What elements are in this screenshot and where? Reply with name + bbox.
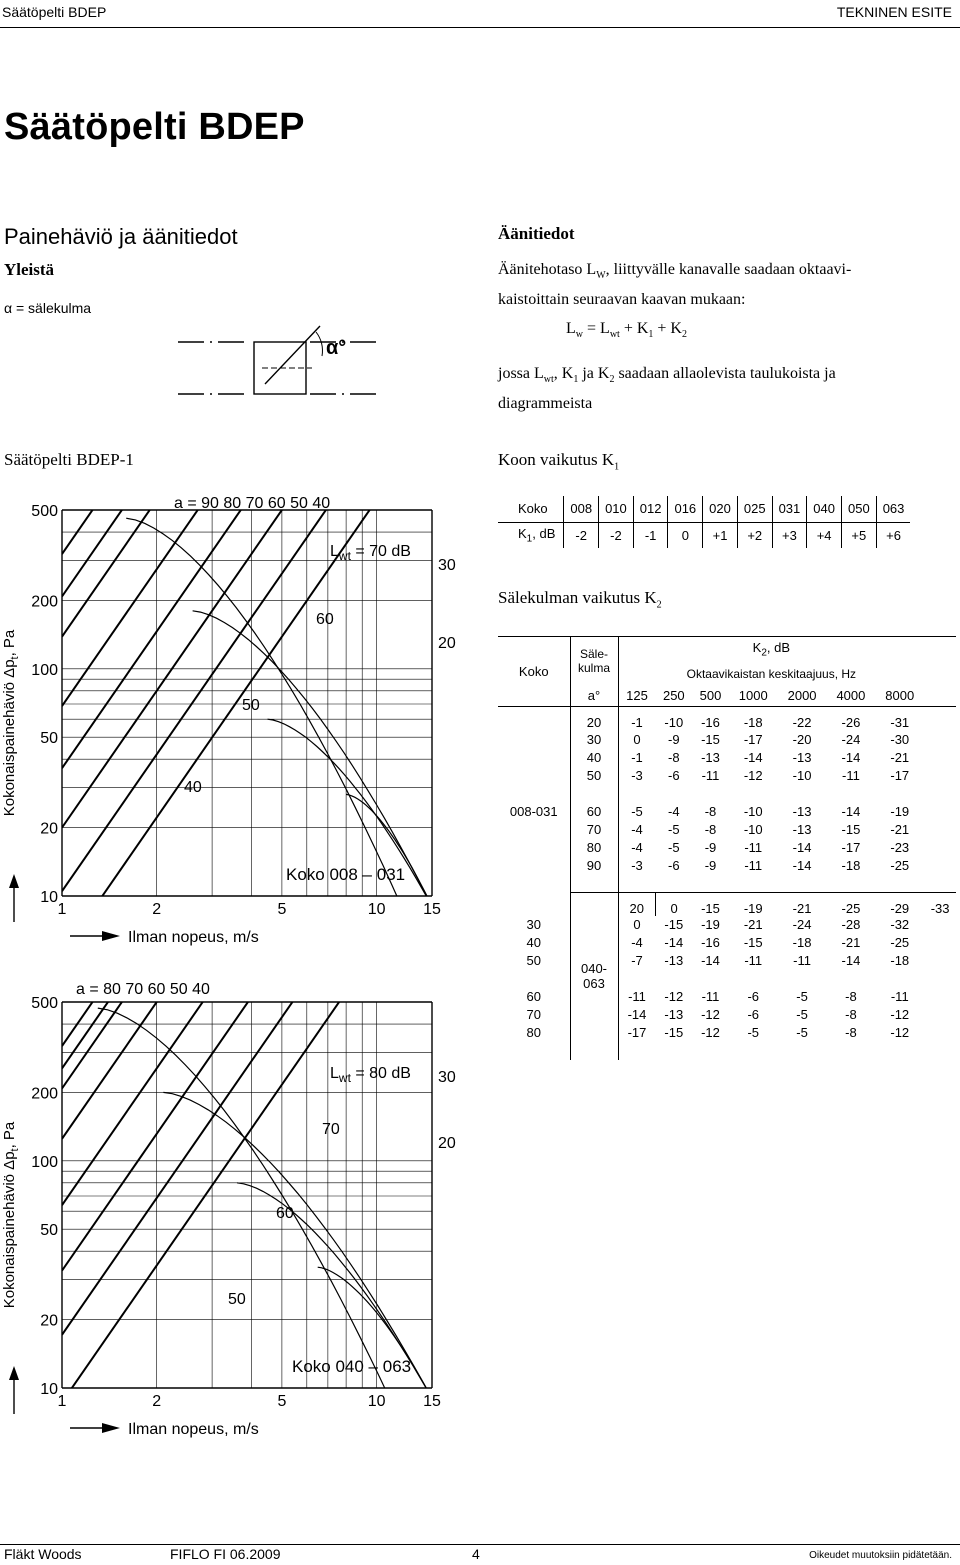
k1-table	[498, 496, 910, 548]
k2-angle-cell: 20	[618, 892, 656, 916]
k2-value-cell: -13	[664, 1007, 684, 1022]
k2-value-cell: 0	[633, 917, 641, 932]
k2-value-cell: -5	[668, 839, 680, 855]
k2-value-cell: -1	[631, 749, 643, 765]
k2-value-cell: -17	[890, 767, 910, 783]
k2-value-cell: -25	[890, 935, 910, 950]
y-axis-arrowhead	[9, 874, 19, 888]
k1-value-cell: -1	[633, 522, 668, 548]
k1-size-cell: 025	[737, 496, 772, 522]
k2-title: Sälekulman vaikutus $K_2$	[498, 588, 662, 611]
footer-page-number: 4	[472, 1546, 480, 1562]
k2-angle-cell: 90	[570, 856, 618, 874]
k1-value-cell: +1	[703, 522, 738, 548]
k2-value-cell: -14	[841, 953, 861, 968]
y-tick-label: 200	[31, 593, 58, 611]
k2-value-cell: -14	[841, 749, 861, 765]
k2-value-cell: -3	[631, 857, 643, 873]
k2-value-cell: -14	[664, 935, 684, 950]
k2-value-cell: -15	[692, 892, 729, 916]
k2-value-cell: -11	[793, 953, 811, 968]
lwt-curve-label: 60	[316, 611, 334, 628]
k2-value-cell: -10	[792, 767, 812, 783]
lwt-curve-label: 50	[242, 697, 260, 714]
k2-value-cell: -23	[890, 839, 910, 855]
k2-value-cell: -11	[628, 989, 646, 1004]
k1-value-cell: +3	[772, 522, 807, 548]
k2-value-cell: -4	[631, 839, 643, 855]
k2-value-cell: -30	[890, 731, 910, 747]
k2-size-group: 008-031	[498, 707, 570, 916]
k2-value-cell: -20	[792, 731, 812, 747]
k2-spacer-angle	[498, 970, 570, 988]
k2-size-group: 040-063	[570, 892, 618, 1060]
k2-angle-header: a°	[570, 685, 618, 707]
y-tick-label: 200	[31, 1085, 58, 1103]
k2-value-cell: -3	[631, 767, 643, 783]
lwt-curve-label: 40	[184, 779, 202, 796]
x-axis-label: Ilman nopeus, m/s	[128, 929, 259, 946]
k2-value-cell: -16	[701, 935, 720, 950]
k1-size-cell: 040	[807, 496, 842, 522]
k2-value-cell: -21	[743, 917, 763, 932]
k2-angle-cell: 30	[498, 916, 570, 934]
k1-size-cell: 063	[876, 496, 910, 522]
x-tick-label: 15	[423, 901, 441, 918]
x-tick-label: 1	[57, 1393, 67, 1410]
k2-value-cell: -5	[796, 989, 808, 1004]
k2-angle-cell: 80	[570, 838, 618, 856]
y-axis-arrowhead	[9, 1366, 19, 1380]
y-tick-label: 10	[40, 1381, 58, 1398]
k2-value-cell: -18	[841, 857, 861, 873]
k2-angle-cell: 50	[570, 766, 618, 784]
k2-value-cell: -22	[792, 715, 812, 730]
k2-value-cell: -11	[701, 989, 720, 1004]
damper-diagram	[170, 318, 390, 402]
k2-value-cell: -21	[841, 935, 861, 950]
k2-angle-cell: 70	[498, 1006, 570, 1024]
k2-value-cell: -11	[744, 857, 763, 873]
size-label: Koko 008 – 031	[286, 865, 406, 884]
k2-value-cell: -25	[827, 892, 876, 916]
y-tick-label: 500	[31, 503, 58, 520]
k2-value-cell: -8	[845, 989, 857, 1004]
k2-value-cell: -12	[890, 1025, 910, 1040]
k2-angle-cell: 70	[570, 820, 618, 838]
k2-value-cell: -11	[744, 839, 763, 855]
k1-size-cell: 050	[841, 496, 876, 522]
k2-value-cell: -14	[701, 953, 720, 968]
k2-value-cell: -15	[841, 821, 861, 837]
k1-value-cell: -2	[599, 522, 634, 548]
k2-value-cell: -21	[890, 821, 910, 837]
x-tick-label: 5	[277, 1393, 287, 1410]
k2-value-cell: -11	[744, 953, 763, 968]
k2-value-cell: -17	[627, 1025, 647, 1040]
k2-table	[498, 636, 956, 1060]
header-right: TEKNINEN ESITE	[836, 4, 952, 20]
x-tick-label: 10	[367, 901, 386, 918]
y-tick-label: 100	[31, 1153, 58, 1171]
alpha-label: a = 90 80 70 60 50 40	[174, 495, 331, 512]
k1-value-cell: -2	[564, 522, 599, 548]
k2-value-cell: -15	[664, 917, 684, 932]
y-tick-label: 500	[31, 995, 58, 1012]
k2-pad	[618, 874, 924, 892]
sound-paragraph-1: Äänitehotaso $L_W$, liittyvälle kanavalle saadaan oktaavi- kaistoittain seuraavan kaavan mukaan:	[498, 261, 852, 309]
k1-value-cell: +5	[841, 522, 876, 548]
k2-value-cell: -6	[668, 767, 680, 783]
k2-value-cell: -4	[631, 935, 643, 950]
k2-value-cell: -12	[890, 1007, 910, 1022]
k2-value-cell: -12	[701, 1025, 720, 1040]
k2-value-cell: -5	[631, 803, 643, 819]
k2-value-cell: -17	[743, 731, 763, 747]
k2-angle-cell: 80	[498, 1024, 570, 1042]
k1-title: Koon vaikutus $K_1$	[498, 450, 620, 473]
lwt-curve-label: 70	[322, 1121, 340, 1138]
k1-size-cell: 031	[772, 496, 807, 522]
header-rule	[0, 27, 960, 28]
k2-value-cell: -9	[668, 731, 680, 747]
k2-value-cell: -16	[701, 715, 720, 730]
k2-value-cell: -10	[743, 821, 763, 837]
k2-value-cell: -18	[890, 953, 910, 968]
k1-size-cell: 012	[633, 496, 668, 522]
k2-value-cell: -10	[743, 803, 763, 819]
lwt-curve-label: 30	[438, 1069, 456, 1086]
k2-value-cell: -25	[890, 857, 910, 873]
k2-value-cell: -24	[841, 731, 861, 747]
lwt-curve-label: 20	[438, 1135, 456, 1152]
sound-level-curve	[193, 611, 432, 907]
k2-sale-label-1: Säle-	[579, 646, 608, 661]
k2-value-cell: -4	[668, 803, 680, 819]
k2-value-cell: -4	[631, 821, 643, 837]
sound-formula: $L_w = L_{wt} + K_1 + K_2$	[566, 320, 687, 341]
k2-value-cell: -1	[631, 715, 643, 730]
k2-value-cell: -10	[664, 715, 684, 730]
subheading-general: Yleistä	[4, 260, 55, 279]
x-axis-arrowhead	[102, 931, 120, 941]
k2-value-cell: -14	[792, 857, 812, 873]
k2-spacer-angle	[570, 784, 618, 802]
k2-value-cell: -17	[841, 839, 861, 855]
pressure-chart-008-031	[0, 488, 480, 958]
k2-value-cell: -14	[627, 1007, 647, 1022]
y-axis-label: Kokonaispainehäviö $\Delta p_t$, Pa	[1, 1121, 21, 1309]
k2-pad-angle	[498, 1042, 570, 1060]
k1-value-cell: 0	[668, 522, 703, 548]
k2-value-cell: -6	[747, 989, 760, 1004]
y-tick-label: 10	[40, 889, 58, 906]
k2-sale-label-2: kulma	[577, 660, 610, 675]
k2-angle-cell: 50	[498, 952, 570, 970]
pressure-chart-040-063	[0, 980, 480, 1450]
k2-value-cell: -24	[792, 917, 812, 932]
k2-value-cell: -9	[704, 839, 717, 855]
k2-value-cell: -12	[743, 767, 763, 783]
footer-rule	[0, 1544, 960, 1545]
k2-value-cell: -28	[841, 917, 861, 932]
x-axis-arrowhead	[102, 1423, 120, 1433]
k2-angle-cell: 40	[498, 934, 570, 952]
k2-value-cell: 0	[633, 731, 641, 747]
k2-value-cell: -5	[796, 1007, 808, 1022]
k2-freq-header: 125	[626, 687, 648, 703]
chart-section-title: Säätöpelti BDEP-1	[4, 450, 134, 469]
header-left: Säätöpelti BDEP	[2, 4, 107, 20]
k2-value-cell: -11	[842, 767, 860, 783]
lwt-curve-label: 50	[228, 1291, 246, 1308]
k2-value-cell: -21	[778, 892, 827, 916]
k1-size-cell: 008	[564, 496, 599, 522]
section-heading: Painehäviö ja äänitiedot	[4, 224, 238, 249]
k2-value-cell: -13	[664, 953, 684, 968]
sound-level-curve	[163, 1092, 432, 1398]
k2-value-cell: -31	[890, 715, 910, 730]
k2-value-cell: -33	[924, 892, 956, 916]
k1-value-cell: +6	[876, 522, 910, 548]
k2-value-cell: -15	[664, 1025, 684, 1040]
k2-value-cell: -32	[890, 917, 910, 932]
k2-value-cell: -13	[792, 821, 812, 837]
k2-angle-cell: 20	[570, 707, 618, 731]
k2-value-cell: -8	[845, 1025, 857, 1040]
k2-freq-header: 1000	[738, 687, 768, 703]
k2-value-cell: -12	[664, 989, 684, 1004]
x-tick-label: 2	[152, 901, 162, 918]
k2-value-cell: -13	[701, 749, 720, 765]
k2-value-cell: -9	[704, 857, 717, 873]
sound-data-heading: Äänitiedot	[498, 224, 575, 243]
k1-size-cell: 020	[703, 496, 738, 522]
k2-value-cell: -5	[747, 1025, 760, 1040]
k2-value-cell: -14	[743, 749, 763, 765]
footer-note: Oikeudet muutoksiin pidätetään.	[809, 1550, 952, 1561]
alpha-note: α = sälekulma	[4, 300, 92, 316]
x-tick-label: 10	[367, 1393, 386, 1410]
x-tick-label: 1	[57, 901, 67, 918]
k2-angle-cell: 60	[570, 802, 618, 820]
alpha-symbol: α°	[326, 337, 347, 359]
k2-koko-header: Koko	[498, 637, 570, 707]
k2-value-cell: -29	[875, 892, 924, 916]
k2-angle-cell: 60	[498, 988, 570, 1006]
y-tick-label: 20	[40, 1312, 58, 1330]
k1-value-cell: +2	[737, 522, 772, 548]
y-tick-label: 100	[31, 661, 58, 679]
k2-value-cell: -6	[668, 857, 680, 873]
k2-value-cell: -5	[668, 821, 680, 837]
alpha-label: a = 80 70 60 50 40	[76, 981, 210, 998]
x-axis-label: Ilman nopeus, m/s	[128, 1421, 259, 1438]
k2-value-cell: -19	[890, 803, 910, 819]
lwt-label: $L_{wt} = 80$ dB	[330, 1065, 411, 1085]
k2-value-cell: -13	[792, 749, 812, 765]
k2-value-cell: -14	[841, 803, 861, 819]
k1-value-label: $K_1$, dB	[518, 525, 556, 545]
k2-value-cell: -8	[845, 1007, 857, 1022]
y-tick-label: 20	[40, 820, 58, 838]
k2-value-cell: -14	[792, 839, 812, 855]
k2-value-cell: -18	[743, 715, 763, 730]
x-tick-label: 2	[152, 1393, 162, 1410]
k2-value-cell: -19	[701, 917, 720, 932]
k2-value-cell: -18	[792, 935, 812, 950]
k2-value-cell: -11	[701, 767, 720, 783]
k2-value-cell: -26	[841, 715, 861, 730]
k2-freq-header: 250	[662, 687, 685, 703]
y-axis-label: Kokonaispainehäviö $\Delta p_t$, Pa	[1, 629, 21, 817]
k2-angle-cell: 30	[570, 730, 618, 748]
k2-freq-header: 500	[699, 687, 722, 703]
footer-doc-id: FIFLO FI 06.2009	[170, 1546, 281, 1562]
k2-value-cell: -8	[704, 821, 717, 837]
k2-value-cell: -13	[792, 803, 812, 819]
k2-value-cell: -11	[890, 989, 909, 1004]
y-tick-label: 50	[40, 730, 58, 748]
k2-value-cell: -19	[729, 892, 778, 916]
k2-spacer	[618, 784, 924, 802]
k2-angle-cell: 40	[570, 748, 618, 766]
k2-value-cell: -15	[743, 935, 763, 950]
k2-value-cell: -12	[701, 1007, 720, 1022]
k1-size-label: Koko	[498, 496, 564, 522]
k2-freq-header: 8000	[885, 687, 915, 703]
k2-freq-header: 2000	[787, 687, 817, 703]
k2-pad-angle	[570, 874, 618, 892]
lwt-curve-label: 30	[438, 557, 456, 574]
k2-sale-header	[570, 637, 618, 685]
x-tick-label: 15	[423, 1393, 441, 1410]
k1-size-cell: 010	[599, 496, 634, 522]
k2-value-cell: -7	[631, 953, 643, 968]
k2-value-cell: -8	[704, 803, 717, 819]
y-tick-label: 50	[40, 1222, 58, 1240]
sound-level-curve	[126, 518, 401, 906]
k2-value-cell: -6	[747, 1007, 760, 1022]
k2-freq-header: 4000	[836, 687, 866, 703]
size-label: Koko 040 – 063	[292, 1357, 412, 1376]
footer-company: Fläkt Woods	[4, 1546, 82, 1562]
page-title: Säätöpelti BDEP	[4, 106, 305, 148]
lwt-curve-label: 20	[438, 635, 456, 652]
k1-size-cell: 016	[668, 496, 703, 522]
lwt-label: $L_{wt} = 70$ dB	[330, 543, 411, 563]
sound-level-curve	[346, 794, 432, 906]
k2-value-cell: -8	[668, 749, 680, 765]
sound-paragraph-2: jossa $L_{wt}$, $K_1$ ja $K_2$ saadaan allaolevista taulukoista ja diagrammeista	[498, 365, 836, 413]
k2-value-cell: -5	[796, 1025, 808, 1040]
k2-octave-header: Oktaavikaistan keskitaajuus, Hz	[686, 666, 857, 681]
k2-db-header: $K_2$, dB	[752, 640, 791, 660]
k2-value-cell: -21	[890, 749, 910, 765]
lwt-curve-label: 60	[276, 1205, 294, 1222]
k2-pad	[618, 1042, 924, 1060]
k2-value-cell: -15	[701, 731, 720, 747]
x-tick-label: 5	[277, 901, 287, 918]
k2-value-cell: 0	[656, 892, 693, 916]
k2-spacer	[618, 970, 924, 988]
k1-value-cell: +4	[807, 522, 842, 548]
